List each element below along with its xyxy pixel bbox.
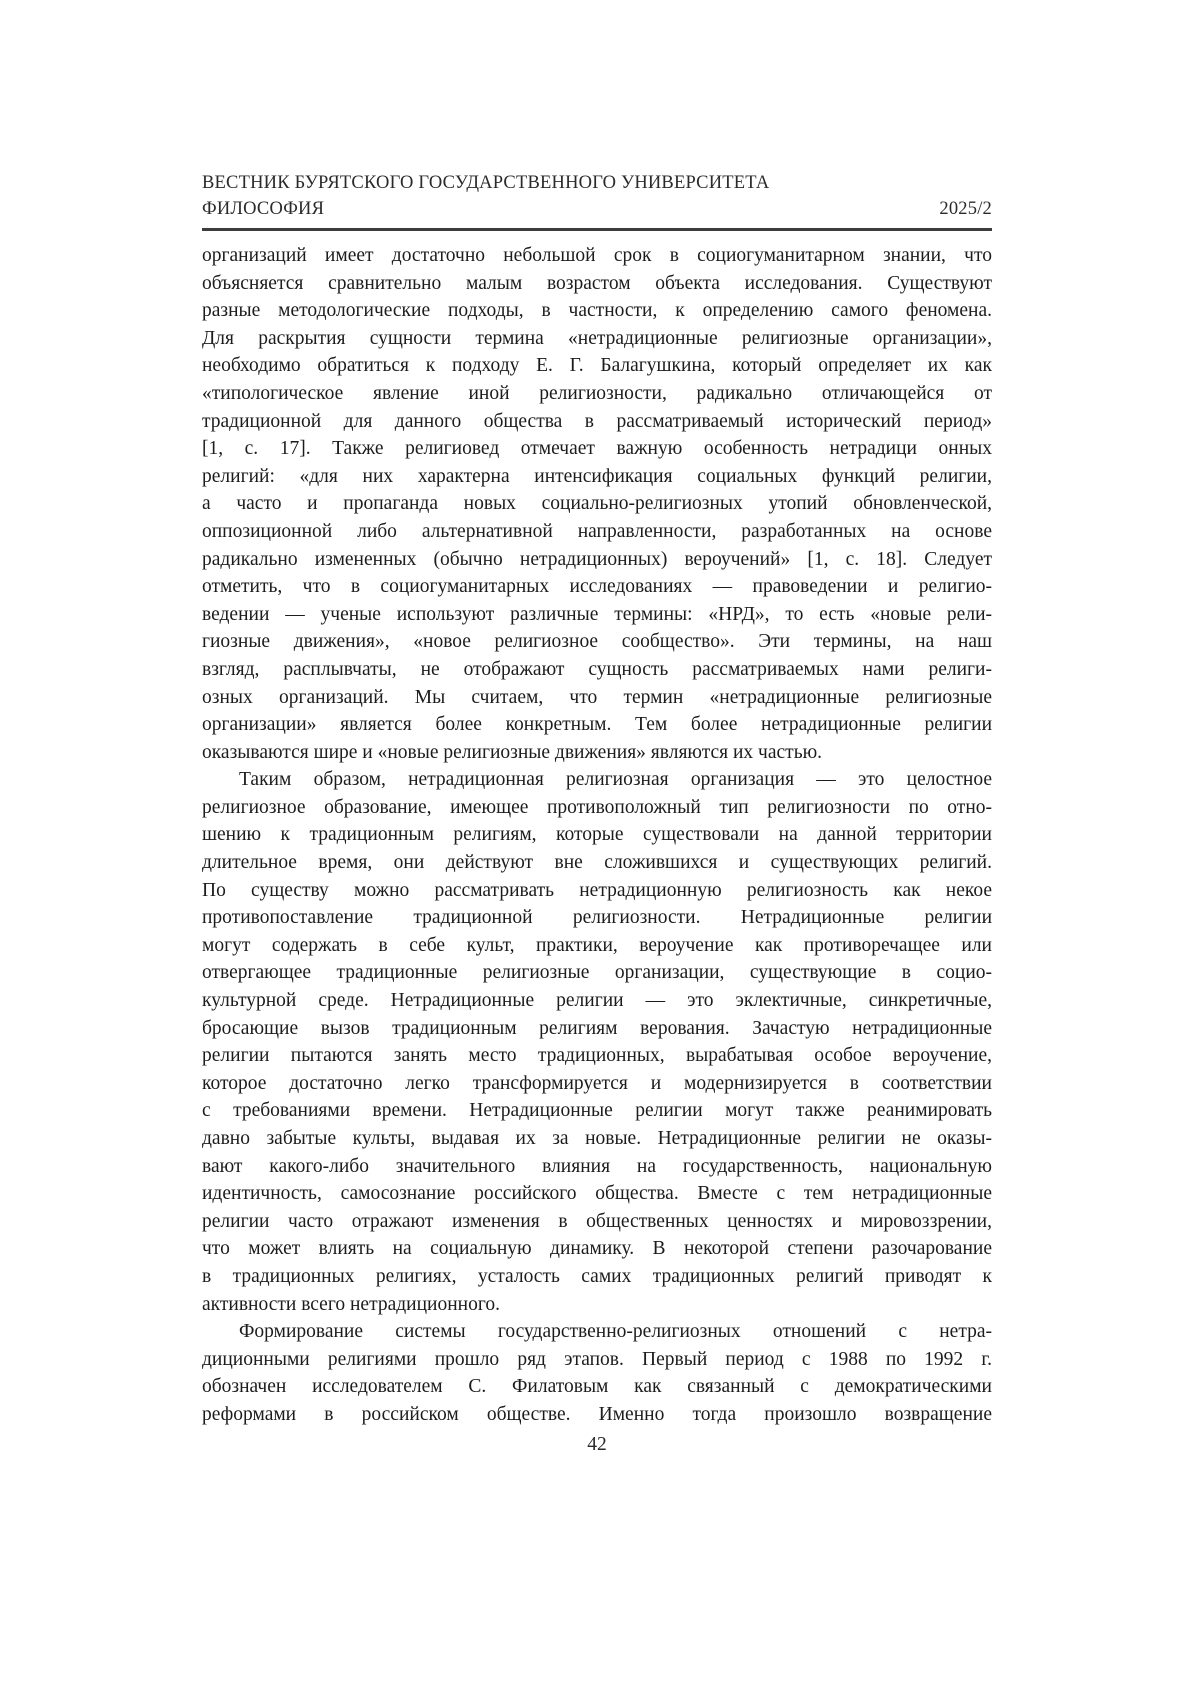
text-line: шению к традиционным религиям, которые существовали на данной территории <box>202 824 992 846</box>
text-line: активности всего нетрадиционного. <box>202 1293 500 1315</box>
page-number: 42 <box>587 1434 607 1455</box>
text-line: давно забытые культы, выдавая их за новые. Нетрадиционные религии не оказы- <box>202 1128 992 1149</box>
text-line: отметить, что в социогуманитарных исследованиях — правоведении и религио- <box>202 576 992 598</box>
text-line: ведении — ученые используют различные термины: «НРД», то есть «новые рели- <box>202 603 992 625</box>
text-line: По существу можно рассматривать нетрадиционную религиозность как некое <box>202 879 992 901</box>
text-line: оказываются шире и «новые религиозные движения» являются их частью. <box>202 741 823 763</box>
text-line: разные методологические подходы, в частности, к определению самого феномена. <box>202 300 992 322</box>
text-line: могут содержать в себе культ, практики, вероучение как противоречащее или <box>202 934 992 956</box>
text-line: с требованиями времени. Нетрадиционные религии могут также реанимировать <box>202 1100 992 1122</box>
issue-number: 2025/2 <box>939 199 992 219</box>
text-line: которое достаточно легко трансформируется и модернизируется в соответствии <box>202 1072 992 1094</box>
text-line: длительное время, они действуют вне сложившихся и существующих религий. <box>202 852 992 874</box>
text-line: Таким образом, нетрадиционная религиозная организация — это целостное <box>239 769 992 791</box>
text-line: гиозные движения», «новое религиозное сообщество». Эти термины, на наш <box>202 631 992 653</box>
text-line: религиозное образование, имеющее противоположный тип религиозности по отно- <box>202 796 992 818</box>
text-line: культурной среде. Нетрадиционные религии — это эклектичные, синкретичные, <box>202 990 992 1012</box>
text-line: Для раскрытия сущности термина «нетрадиционные религиозные организации», <box>202 327 992 349</box>
text-line: организации» является более конкретным. Тем более нетрадиционные религии <box>202 714 992 736</box>
text-line: [1, с. 17]. Также религиовед отмечает важную особенность нетрадици онных <box>202 438 992 460</box>
journal-title: ВЕСТНИК БУРЯТСКОГО ГОСУДАРСТВЕННОГО УНИВЕРСИТЕТА <box>202 173 770 193</box>
text-line: вают какого-либо значительного влияния на государственность, национальную <box>202 1155 992 1177</box>
text-line: объясняется сравнительно малым возрастом объекта исследования. Существуют <box>202 272 992 294</box>
text-line: бросающие вызов традиционным религиям верования. Зачастую нетрадиционные <box>202 1017 992 1039</box>
text-line: озных организаций. Мы считаем, что термин «нетрадиционные религиозные <box>202 686 992 708</box>
text-line: диционными религиями прошло ряд этапов. Первый период с 1988 по 1992 г. <box>202 1348 992 1370</box>
text-line: традиционной для данного общества в рассматриваемый исторический период» <box>202 410 992 432</box>
text-line: реформами в российском обществе. Именно тогда произошло возвращение <box>202 1403 992 1425</box>
text-line: оппозиционной либо альтернативной направленности, разработанных на основе <box>202 520 992 542</box>
text-line: организаций имеет достаточно небольшой срок в социогуманитарном знании, что <box>202 245 992 266</box>
text-line: отвергающее традиционные религиозные организации, существующие в социо- <box>202 962 992 984</box>
text-line: «типологическое явление иной религиозности, радикально отличающейся от <box>202 382 992 404</box>
header-row <box>202 196 992 222</box>
text-line: религий: «для них характерна интенсификация социальных функций религии, <box>202 465 992 487</box>
text-line: Формирование системы государственно-религиозных отношений с нетра- <box>239 1321 992 1343</box>
text-line: противопоставление традиционной религиозности. Нетрадиционные религии <box>202 907 992 929</box>
article-body <box>202 242 992 1429</box>
text-line: в традиционных религиях, усталость самих традиционных религий приводят к <box>202 1265 992 1287</box>
text-line: взгляд, расплывчаты, не отображают сущность рассматриваемых нами религи- <box>202 658 992 680</box>
journal-section: ФИЛОСОФИЯ <box>202 199 325 219</box>
paragraph <box>202 242 992 766</box>
header-rule <box>202 228 992 231</box>
page-header <box>202 170 992 231</box>
text-line: а часто и пропаганда новых социально-религиозных утопий обновленческой, <box>202 493 992 515</box>
text-line: радикально измененных (обычно нетрадиционных) вероучений» [1, с. 18]. Следует <box>202 548 992 570</box>
text-line: обозначен исследователем С. Филатовым как связанный с демократическими <box>202 1376 992 1398</box>
text-line: необходимо обратиться к подходу Е. Г. Балагушкина, который определяет их как <box>202 355 992 377</box>
paragraph <box>202 1318 992 1428</box>
paragraph <box>202 766 992 1318</box>
text-line: идентичность, самосознание российского общества. Вместе с тем нетрадиционные <box>202 1183 992 1205</box>
text-line: религии часто отражают изменения в общественных ценностях и мировоззрении, <box>202 1210 992 1232</box>
text-line: что может влиять на социальную динамику. В некоторой степени разочарование <box>202 1238 992 1260</box>
text-line: религии пытаются занять место традиционных, вырабатывая особое вероучение, <box>202 1045 992 1067</box>
